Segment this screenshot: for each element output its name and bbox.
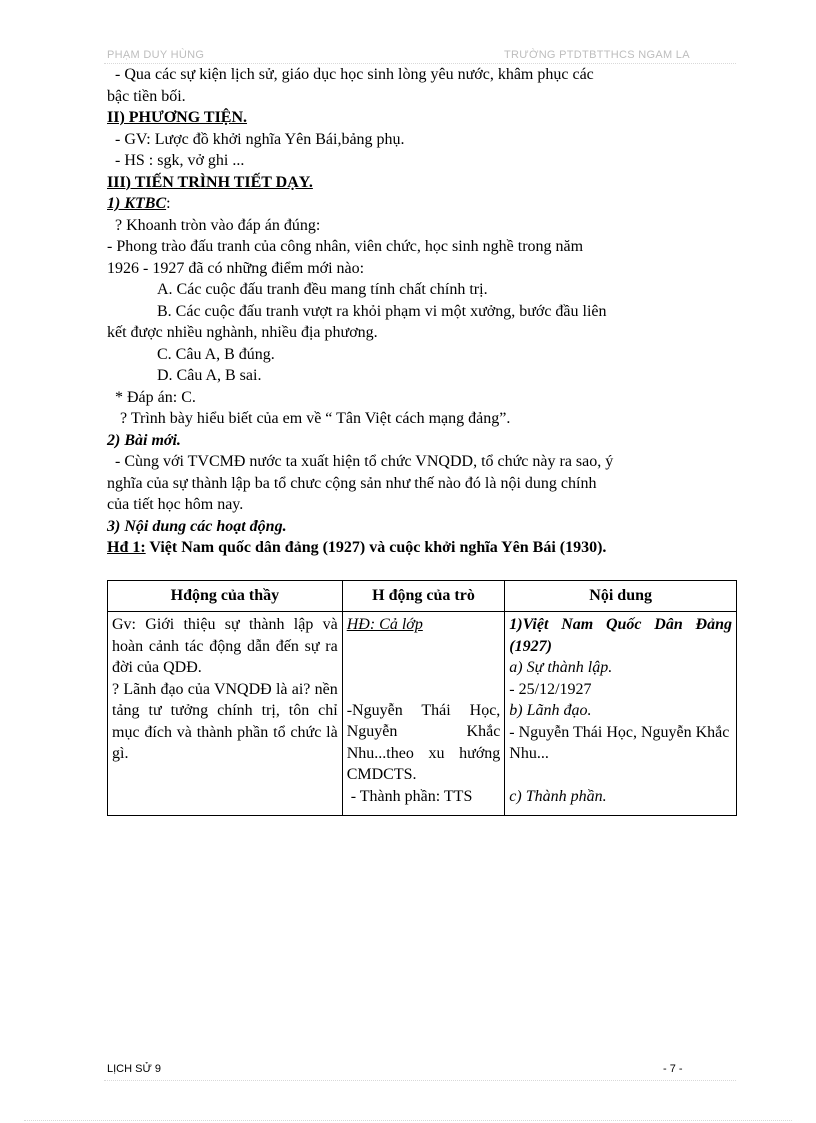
content-leadership-value: - Nguyễn Thái Học, Nguyễn Khắc Nhu...: [509, 723, 730, 762]
footer-page-number: - 7 -: [663, 1063, 683, 1075]
ktbc-label: 1) KTBC: [107, 195, 167, 212]
content-founding-date: - 25/12/1927: [509, 680, 592, 698]
option-b-line-1: B. Các cuộc đấu tranh vượt ra khỏi phạm vi một xưởng, bước đầu liên: [157, 302, 607, 320]
student-activity-cell: [342, 612, 505, 816]
objective-line-2: bậc tiền bối.: [107, 87, 186, 105]
content-cell: [505, 612, 737, 816]
activity-1-title: Việt Nam quốc dân đảng (1927) và cuộc khởi nghĩa Yên Bái (1930).: [145, 539, 607, 556]
answer-line: * Đáp án: C.: [115, 388, 196, 406]
subheading-ktbc: [107, 193, 719, 215]
option-b-line-2: kết được nhiều nghành, nhiều địa phương.: [107, 324, 378, 341]
table-row: [108, 612, 737, 816]
document-body: [107, 64, 719, 559]
teacher-activity-cell: Gv: Giới thiệu sự thành lập và hoàn cảnh tác động dẫn đến sự ra đời của QDĐ. ? Lãnh đạo của VNQDĐ là ai? nền tảng tư tưởng chính trị, tôn chỉ mục đích và thành phần tổ chức là gì.: [108, 612, 343, 816]
content-leadership-heading: b) Lãnh đạo.: [509, 702, 592, 719]
subheading-new-lesson: 2) Bài mới.: [107, 431, 181, 449]
page-bottom-divider: [24, 1120, 792, 1121]
header-teacher-activity: Hđộng của thầy: [108, 581, 343, 612]
question-2: ? Trình bày hiểu biết của em về “ Tân Việt cách mạng đảng”.: [120, 410, 511, 427]
ktbc-colon: :: [166, 195, 171, 212]
student-activity-composition: - Thành phần: TTS: [350, 787, 473, 805]
content-founding-heading: a) Sự thành lập.: [509, 659, 613, 676]
footer-subject: LỊCH SỬ 9: [107, 1063, 162, 1075]
lesson-table: [107, 580, 737, 816]
teacher-materials: - GV: Lược đồ khởi nghĩa Yên Bái,bảng phụ.: [115, 130, 405, 148]
header-student-activity: H động của trò: [342, 581, 505, 612]
intro-line-3: của tiết học hôm nay.: [107, 496, 244, 513]
footer-divider: [104, 1080, 736, 1081]
content-title: 1)Việt Nam Quốc Dân Đảng (1927): [509, 616, 732, 655]
option-c: C. Câu A, B đúng.: [157, 345, 275, 363]
student-activity-title: HĐ: Cả lớp: [346, 616, 423, 633]
activity-1-heading: [107, 537, 719, 559]
header-content: Nội dung: [505, 581, 737, 612]
activity-1-label: Hđ 1:: [107, 539, 146, 556]
question-1: ? Khoanh tròn vào đáp án đúng:: [115, 216, 321, 234]
table-header-row: [108, 581, 737, 612]
header-author: PHẠM DUY HÙNG: [107, 49, 205, 61]
content-composition-heading: c) Thành phần.: [509, 787, 607, 805]
intro-line-2: nghĩa của sự thành lập ba tổ chưc cộng sản như thế nào đó là nội dung chính: [107, 474, 597, 492]
question-1-line-a: - Phong trào đấu tranh của công nhân, viên chức, học sinh nghề trong năm: [107, 238, 584, 255]
intro-line-1: - Cùng với TVCMĐ nước ta xuất hiện tổ chức VNQDD, tổ chức này ra sao, ý: [115, 453, 614, 470]
section-heading-means: II) PHƯƠNG TIỆN.: [107, 109, 248, 126]
section-heading-procedure: III) TIẾN TRÌNH TIẾT DẠY.: [107, 173, 313, 191]
option-a: A. Các cuộc đấu tranh đều mang tính chất chính trị.: [157, 281, 488, 298]
option-d: D. Câu A, B sai.: [157, 367, 262, 384]
header-school: TRƯỜNG PTDTBTTHCS NGAM LA: [504, 49, 690, 61]
subheading-activities: 3) Nội dung các hoạt động.: [107, 517, 287, 535]
question-1-line-b: 1926 - 1927 đã có những điểm mới nào:: [107, 259, 365, 277]
student-materials: - HS : sgk, vở ghi ...: [115, 152, 245, 169]
student-activity-leaders: -Nguyễn Thái Học, Nguyễn Khắc Nhu...theo xu hướng CMDCTS.: [346, 701, 501, 783]
objective-line-1: - Qua các sự kiện lịch sử, giáo dục học sinh lòng yêu nước, khâm phục các: [115, 66, 594, 83]
